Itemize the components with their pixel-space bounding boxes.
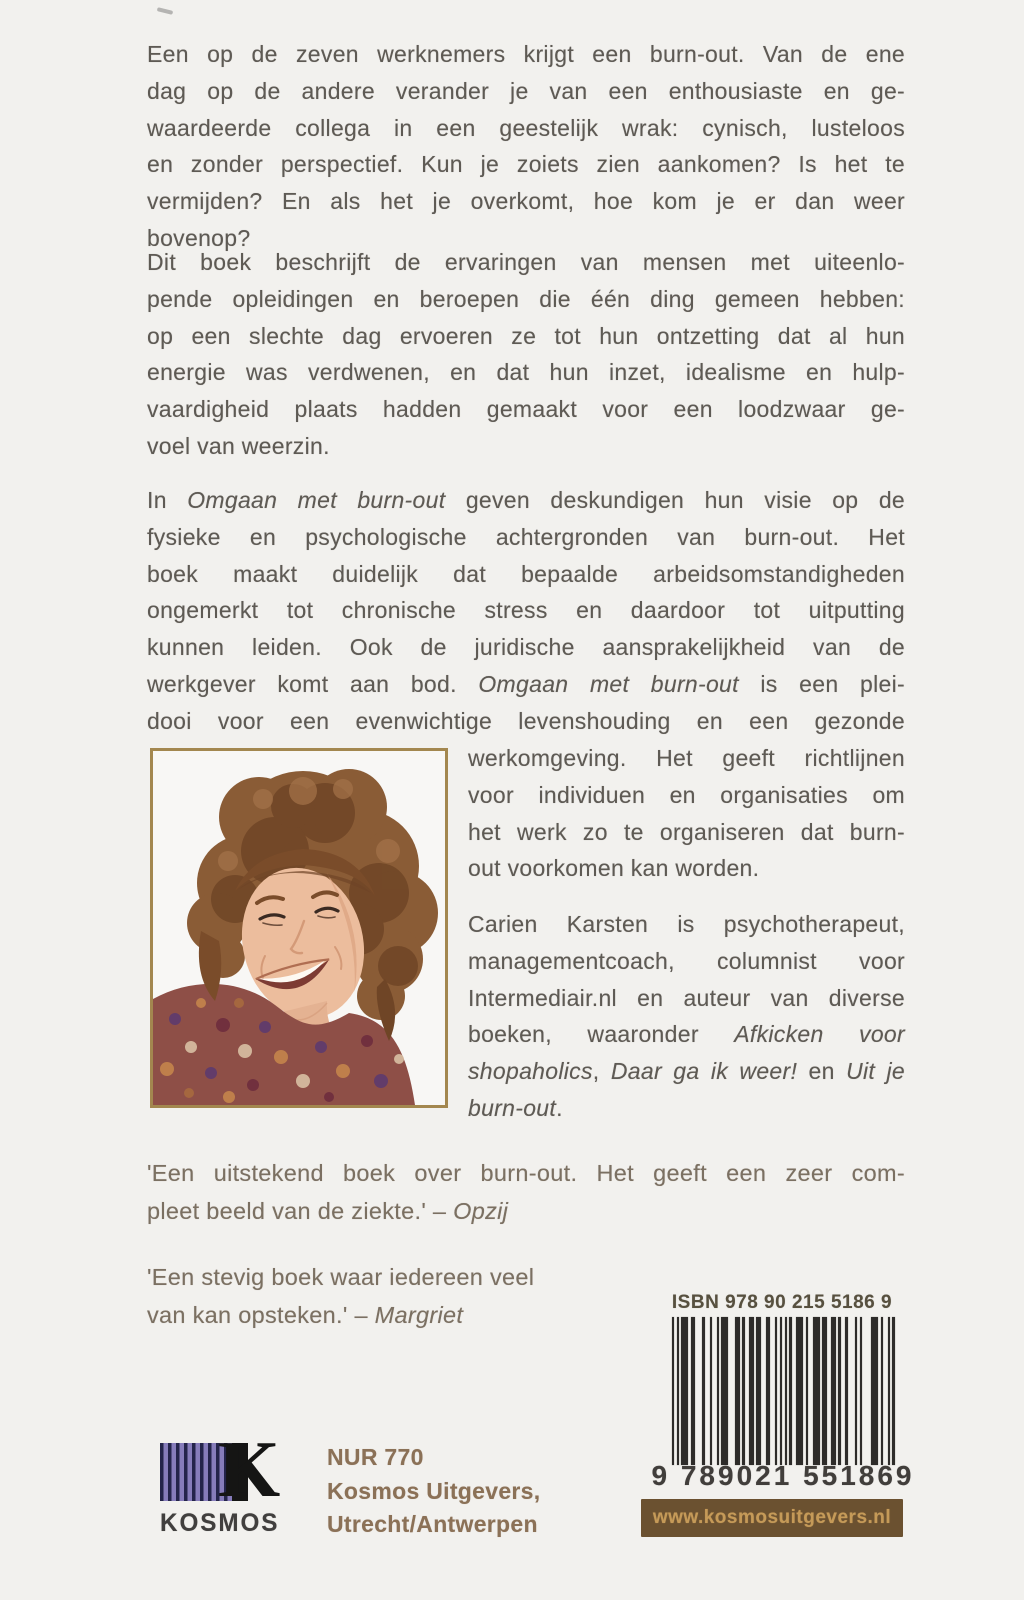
press-quote-margriet: 'Een stevig boek waar iedereen veel van kan opsteken.' – Margriet [147, 1264, 535, 1328]
blurb-paragraph-3: In Omgaan met burn-out geven deskundigen hun visie op de fysieke en psychologische achtergronden van burn-out. Het boek maakt duidelijk dat bepaalde arbeidsomstandigheden ongemerkt tot chronische stress en daardoor tot uitputting kunnen leiden. Ook de juridische aansprakelijkheid van de werkgever komt aan bod. Omgaan met burn-out is een plei- dooi voor een evenwichtige levenshouding en een gezonde [147, 487, 905, 734]
press-quote-opzij: 'Een uitstekend boek over burn-out. Het geeft een zeer com- pleet beeld van de ziekte.' – Opzij [147, 1160, 905, 1224]
blurb-paragraph-3-continued: werkomgeving. Het geeft richtlijnen voor individuen en organisaties om het werk zo te organiseren dat burn- out voorkomen kan worden. [468, 745, 905, 882]
author-bio: Carien Karsten is psychotherapeut, managementcoach, columnist voor Intermediair.nl en auteur van diverse boeken, waaronder Afkicken voor shopaholics, Daar ga ik weer! en Uit je burn-out. [468, 911, 905, 1121]
blurb-paragraph-1: Een op de zeven werknemers krijgt een burn-out. Van de ene dag op de andere verander je van een enthousiaste en ge- waardeerde collega in een geestelijk wrak: cynisch, lusteloos en zonder perspectief. Kun je zoiets zien aankomen? Is het te vermijden? En als het je overkomt, hoe kom je er dan weer bovenop? [147, 41, 905, 251]
publisher-website-bar: www.kosmosuitgevers.nl [641, 1499, 903, 1537]
author-photo [150, 748, 448, 1108]
barcode [672, 1317, 894, 1465]
isbn-label: ISBN 978 90 215 5186 9 [671, 1292, 893, 1313]
kosmos-wordmark: KOSMOS [160, 1509, 280, 1537]
author-portrait-illustration [153, 751, 445, 1105]
kosmos-logo-k: K [218, 1426, 281, 1514]
kosmos-logo [160, 1426, 290, 1543]
publisher-location: Utrecht/Antwerpen [327, 1511, 538, 1537]
nur-code: NUR 770 [327, 1444, 424, 1470]
scan-smudge [157, 7, 173, 15]
barcode-number: 9 789021 551869 [651, 1460, 915, 1491]
publisher-name: Kosmos Uitgevers, [327, 1477, 541, 1504]
imprint-block [327, 1441, 540, 1542]
blurb-paragraph-2: Dit boek beschrijft de ervaringen van mensen met uiteenlo- pende opleidingen en beroepen die één ding gemeen hebben: op een slechte dag ervoeren ze tot hun ontzetting dat al hun energie was verdwenen, en dat hun inzet, idealisme en hulp- vaardigheid plaats hadden gemaakt voor een loodzwaar ge- voel van weerzin. [147, 249, 905, 459]
